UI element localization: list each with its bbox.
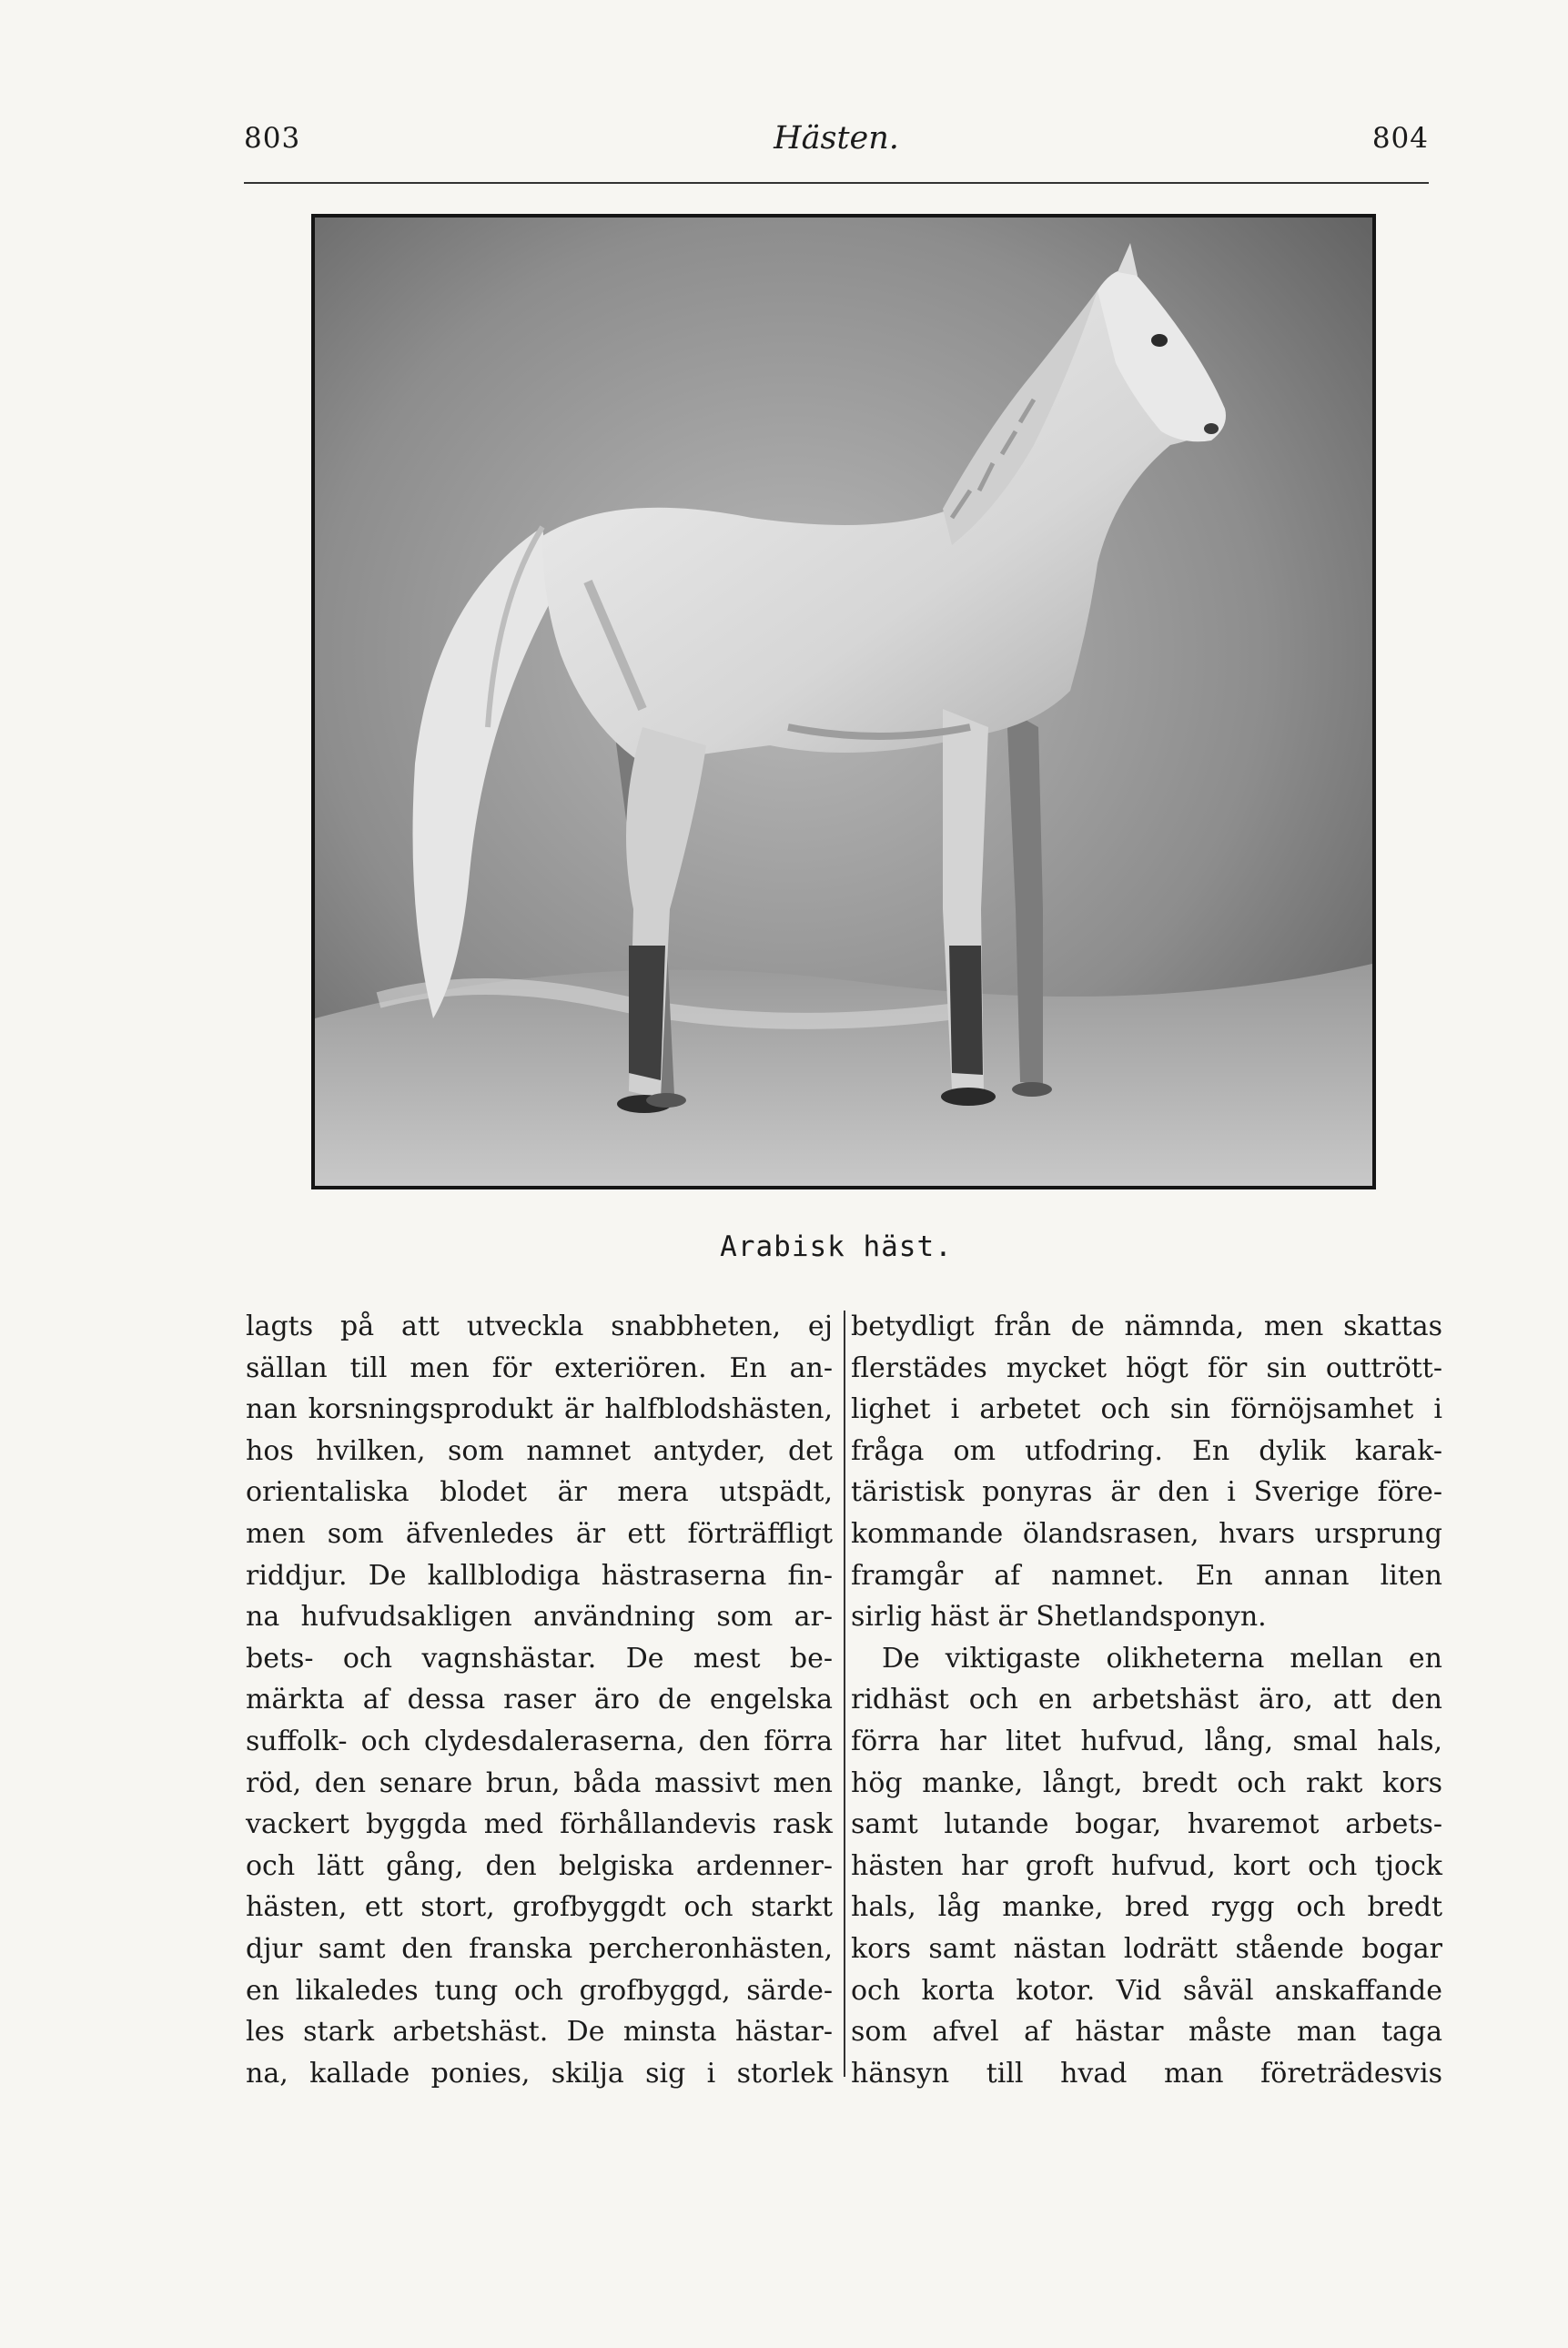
text-line: och korta kotor. Vid såväl anskaffande (851, 1974, 1442, 2007)
text-line: sällan till men för exteriören. En an- (246, 1351, 833, 1384)
text-line: riddjur. De kallblodiga hästraserna fin- (246, 1559, 833, 1592)
text-line: lighet i arbetet och sin förnöjsamhet i (851, 1393, 1442, 1426)
horse-illustration (311, 214, 1376, 1189)
text-line: märkta af dessa raser äro de engelska (246, 1684, 833, 1716)
page-number-right: 804 (1371, 122, 1429, 155)
text-line: hos hvilken, som namnet antyder, det (246, 1434, 833, 1467)
header-rule (244, 182, 1429, 184)
text-column-left (246, 1306, 833, 2094)
text-line: framgår af namnet. En annan liten (851, 1559, 1442, 1592)
text-line: hals, låg manke, bred rygg och bredt (851, 1891, 1442, 1924)
text-line: na hufvudsakligen användning som ar- (246, 1601, 833, 1634)
text-line: en likaledes tung och grofbyggd, särde- (246, 1974, 833, 2007)
text-line: les stark arbetshäst. De minsta hästar- (246, 2016, 833, 2049)
text-line: som afvel af hästar måste man taga (851, 2016, 1442, 2049)
text-line: suffolk- och clydesdaleraserna, den förra (246, 1725, 833, 1757)
text-line: De viktigaste olikheterna mellan en (882, 1642, 1442, 1675)
text-line: samt lutande bogar, hvaremot arbets- (851, 1808, 1442, 1841)
text-line: och lätt gång, den belgiska ardenner- (246, 1849, 833, 1882)
text-line: hänsyn till hvad man företrädesvis (851, 2057, 1442, 2090)
text-line: vackert byggda med förhållandevis rask (246, 1808, 833, 1841)
page-number-left: 803 (244, 122, 301, 155)
figure-caption: Arabisk häst. (720, 1230, 953, 1263)
column-divider (844, 1311, 845, 2077)
text-line: täristisk ponyras är den i Sverige före- (851, 1476, 1442, 1509)
text-line: djur samt den franska percheronhästen, (246, 1932, 833, 1965)
running-title: Hästen. (774, 120, 899, 157)
horse-illustration-drawing (315, 218, 1372, 1186)
text-column-right (851, 1306, 1442, 2094)
text-line: bets- och vagnshästar. De mest be- (246, 1642, 833, 1675)
text-line: förra har litet hufvud, lång, smal hals, (851, 1725, 1442, 1757)
text-line: sirlig häst är Shetlandsponyn. (851, 1601, 1267, 1634)
text-line: kommande ölandsrasen, hvars ursprung (851, 1517, 1442, 1550)
text-line: ridhäst och en arbetshäst äro, att den (851, 1684, 1442, 1716)
text-line: flerstädes mycket högt för sin outtrött- (851, 1351, 1442, 1384)
text-line: hög manke, långt, bredt och rakt kors (851, 1766, 1442, 1799)
text-line: betydligt från de nämnda, men skattas (851, 1311, 1442, 1342)
text-line: nan korsningsprodukt är halfblodshästen, (246, 1393, 833, 1426)
text-line: hästen har groft hufvud, kort och tjock (851, 1849, 1442, 1882)
text-line: men som äfvenledes är ett förträffligt (246, 1517, 833, 1550)
text-line: na, kallade ponies, skilja sig i storlek (246, 2057, 833, 2090)
text-line: hästen, ett stort, grofbyggdt och starkt (246, 1891, 833, 1924)
text-line: lagts på att utveckla snabbheten, ej (246, 1311, 833, 1342)
text-line: röd, den senare brun, båda massivt men (246, 1766, 833, 1799)
running-header (244, 118, 1429, 173)
text-line: orientaliska blodet är mera utspädt, (246, 1476, 833, 1509)
text-line: fråga om utfodring. En dylik karak- (851, 1434, 1442, 1467)
text-line: kors samt nästan lodrätt stående bogar (851, 1932, 1442, 1965)
